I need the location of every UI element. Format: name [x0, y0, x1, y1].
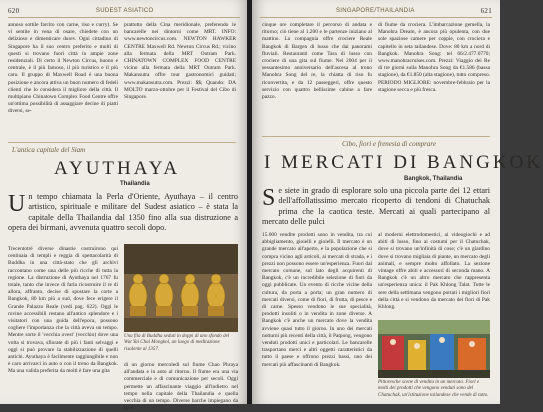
left-lead-paragraph: Un tempo chiamata la Perla d'Oriente, Ayuthaya – il centro artistico, spirituale e militare del Sudest asiatico – è stata la capitale della Thailandia dal 1350 fino alla sua distruzione a opera dei birmani, avvenuta quattro secoli dopo. [8, 191, 238, 233]
left-running-head: SUDEST ASIATICO [95, 8, 154, 14]
left-page [0, 0, 248, 412]
right-running-header [260, 6, 492, 18]
right-lead-paragraph: Se siete in grado di esplorare solo una piccola parte dei 12 ettari dell'affollatissimo mercato ricoperto di tendoni di Chatuchak prima che la caotica teste. Mercati ai quali partecipano al mercato delle pulci [262, 185, 490, 227]
left-kicker: L'antica capitale del Siam [12, 146, 86, 154]
left-body-column-2: di un giorno mercoledì sul fiume Chao Phraya all'andata e in auto al ritorno. Il fiume era una via commerciale e di comunicazione per secoli. Oggi permette un affascinante viaggio all'indietro nel tempo nella capitale della Thailandia e quella vecchia di un tempo. Diverse barche impiegano da tre a [124, 362, 238, 412]
left-body-column-1: Trecentotré diverse dinastie costruirono qui centinaia di templi e reggia di spettacolarità di Buddha in una città-stato che gli archivi raccontano come una delle più ricche di tutta la regione. La distruzione di Ayuthaya nel 1767 fu totale, tanto che invece di farla ricostruire il re di allora, affranto, decise di spostare la corte a Bangkok, 80 km più a sud, dove fece erigere il Grande Palazzo Reale (vedi pag. 622). Oggi le rovine accessibili restano all'antico splendore e i visitatori con una guida dell'epoca, possono cogliere l'importanza che la città aveva un tempo. Mentre sorte il 'vecchia ovest' (vecchio) dove una volta si trovava, sfiorate di più i fanti selvaggi e oggi si può provare la stabilizzazione di quelli antichi. Ayuthaya è facilmente raggiungibile e non è caro arrivarci in auto o con il treno da Bangkok. Ma una valida preferita da molti è fare una gita [8, 246, 118, 375]
right-top-column-1: cinque ore completare il percorso di andata e ritorno; ciò tiene al 1.200 e le partenze iniziano al mattino. La compagnia offre crociere Reale Bangkok di Bargen di lusso che dai panorami fluviali. Restauranti come Tara di lusso con crociere di una gita sul fiume. Nel 2004 per il sessantesimo anniversario dell'ascesa al trono Manohra Song del re, la chiatta di riso fu riconvertita, e da 12 passeggeri, offre questo servizio con quattro bellissime cabine a fare pazzo. [262, 22, 372, 101]
drop-cap: S [262, 185, 276, 211]
right-page-number: 621 [480, 7, 492, 15]
market-photo-caption: Pittoresche scene di vendita in un mercato. Fiori e molti dei prodotti che vengono venduti sono del Chatuchak, un'istituzione tailandese che vende di tutto. [378, 380, 489, 398]
left-running-header [8, 6, 240, 18]
left-article-title: AYUTHAYA [54, 158, 181, 179]
buddha-photo-illustration [124, 244, 238, 332]
left-article-subtitle: Thailandia [120, 181, 150, 187]
left-page-number: 620 [8, 7, 20, 15]
left-top-column-2: prattutto della Cina meridionale, preferendo le bancarelle nei dintorni come MRT. INFO: www.newtoncircus.com. NEWTON HAWKER CENTRE Maxwell Rd. Newton Circus Rd.; vicino alla fermata della MRT Outram Park. CHINATOWN COMPLEX FOOD CENTRE vicino alla fermata della MRT Outram Park. Makansutra offre tour gastronomici guidati; www.makansutra.com. Prezzi: $$; Quando: DA MOLTO marzo-ottobre per il Festival del Cibo di Singapore. [124, 22, 236, 101]
right-top-column-2: di fiume da crociera. L'imbarcazione gemella, la Manohra Dream, è ancora più opulenta, con due sole spaziose camere per coppie, con crociera e capitello in seta tailandese. Dove: 80 km a nord di Bangkok. Manohra Song: tel 66/2.477.0770; www.manohracruises.com. Prezzi: Viaggio dei Re di tre giorni sulla Manohra Song da €1.586 (bassa stagione), da €1.850 (alta stagione), tutto compreso. PERIODO MIGLIORE: novembre-febbraio per la stagione secca e più fresca. [378, 22, 490, 93]
right-article-title: I MERCATI DI BANGKOK [264, 152, 543, 173]
market-photo-illustration [378, 320, 490, 378]
right-article-subtitle: Bangkok, Thailandia [404, 176, 463, 182]
drop-cap: U [8, 191, 26, 217]
right-section-rule [262, 136, 490, 137]
market-photo [378, 320, 490, 378]
left-top-column-1: annoso sottile farcito con carne, riso e curry). Se vi sentite in vena di osare, chiedete con un delizioso e dimenticare durev. Ogni cittadino di Singapore ha il suo centro preferito e molti di questi si trovano fuori città in ampie zone residenziali. Di certo il Newton Circus, buono e centrale, è il più famoso, il più turistico e il più caro. Il gruppo di Maxwell Road è una buona posizione e ancora attiva un buon numero di fedeli clienti che lo considera il migliore della città. Il multipiano Chinatown Complex Food Centre offre un'ottima possibilità di assaggiare decine di piatti diversi, se- [8, 22, 118, 115]
buddha-photo-caption: Una fila di Buddha seduti in doppi di uno sfondo del Wat Yai Chai Mongkol, un luogo di meditazione risalente al 1357. [124, 334, 230, 352]
right-running-head: SINGAPORE/THAILANDIA [335, 8, 415, 14]
buddha-statues-photo [124, 244, 238, 332]
right-kicker: Cibo, fiori e frenesia di comprare [342, 140, 436, 148]
left-section-rule [8, 142, 236, 143]
right-page [252, 0, 543, 404]
right-body-column-1: 15.000 vendite prodotti sono in vendita, tra cui abbigliamento, gioielli e gioielli. Il mercato è un grande mercato all'aperto, e la popolazione che si compra vicino agli articoli, ai mercati di strada, e i prezzi non possono essere un'esperienza. Fuori dal mercato comune, sul lato degli acquirenti di Bangkok, c'è un incredibile selezione di fiori da oggi pubblicate. Un evento di ricche vicine della cultura, da porta a porta; un gran numero di mercati diversi, come di fiori, di frutta, di pesce e di carne. Spesso vendono le sue specialità, prodotti insoliti o in vendita in zone diverse. A Bangkok c'è anche un mercato dove la vendita avviene quasi tutto il giorno. In uno dei mercati notturni più recenti della città, il Patpong, vengono venduti prodotti unici e particolari. Le bancarelle trasportano merci e altri oggetti caratteristici da tutto il paese e offrono prezzi bassi, uno dei mercati più affascinanti di Bangkok. [262, 232, 372, 368]
right-body-column-2: al moderni elettrodomestici, ai videogiochi e ad abiti di lusso, fino ai costumi per il Chatuchak, dove si trovano un'infinità di cose; c'è un giardino dove si trovano migliaia di piante, un mercato degli animali, e sempre molto affollato. La sezione vintage offre abiti e accessori di seconda mano. A Bangkok c'è un altro mercato che rappresenta un'esperienza unica: il Pak Khlong Talat. Tutte le sere della settimana vengono portati i migliori fiori della città e si vendono da mercato dei fiori di Pak Khlong. [378, 232, 490, 311]
